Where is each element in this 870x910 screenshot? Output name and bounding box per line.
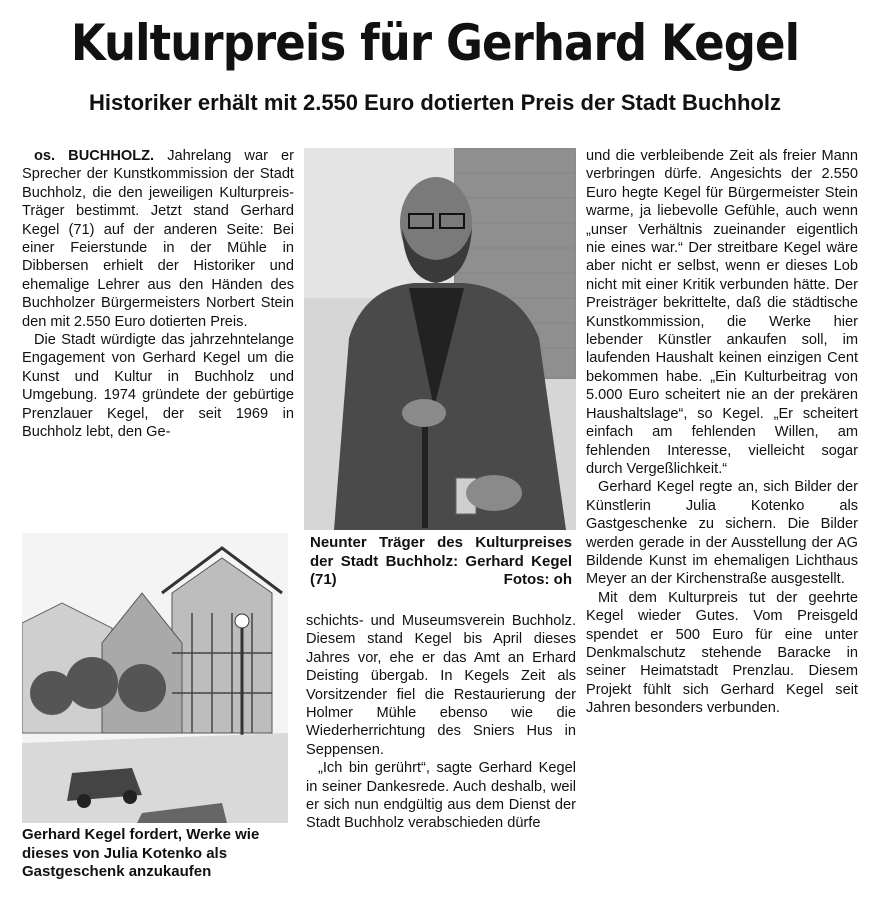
paragraph: Gerhard Kegel regte an, sich Bilder der Künstlerin Julia Kotenko als Gastgeschenke zu sichern. Die Bilder werden gerade in der Ausstellung der AG Bildende Kunst im ehemaligen Lichthaus Meyer an der Kirchenstraße ausgestellt. bbox=[586, 479, 858, 588]
timber-frame-house bbox=[172, 558, 272, 733]
article-column-1 bbox=[22, 147, 294, 442]
paragraph-text: Jahrelang war er Sprecher der Kunstkommission der Stadt Buchholz, die den jeweiligen Kulturpreis-Träger bestimmt. Jetzt stand Gerhard Kegel (71) auf der anderen Seite: Bei einer Feierstunde in der Mühle in Dibbersen erhielt der Historiker und ehemalige Lehrer aus den Händen des Buchholzer Bürgermeisters Norbert Stein den mit 2.550 Euro dotierten Preis. bbox=[22, 148, 294, 330]
headline: Kulturpreis für Gerhard Kegel bbox=[70, 14, 800, 72]
paragraph: und die verbleibende Zeit als freier Mann verbringen dürfe. Angesichts der 2.550 Euro hegte Kegel für Bürgermeister Stein warme, ja liebevolle Gefühle, auch wenn „unser Verhältnis zueinander eigentlich nie eines war.“ Der streitbare Kegel wäre aber nicht er selbst, wenn er dieses Lob nicht mit einer Kritik verbunden hätte. Der Preisträger bekrittelte, daß die städtische Kunstkommission, die Werke hier lebender Künstler ankaufen soll, im laufenden Haushalt keinen einzigen Cent bekommen habe. „Ein Kulturbeitrag von 5.000 Euro scheitert nie an der prekären Haushaltslage“, so Kegel. „Er scheitert einfach am fehlenden Willen, am fehlenden Interesse, vielleicht sogar durch Vergeßlichkeit.“ bbox=[586, 148, 858, 477]
subheadline: Historiker erhält mit 2.550 Euro dotierten Preis der Stadt Buchholz bbox=[89, 90, 781, 115]
portrait-photo bbox=[304, 148, 576, 530]
dateline: os. BUCHHOLZ. bbox=[34, 148, 155, 164]
paragraph bbox=[22, 147, 294, 331]
painting-illustration bbox=[22, 533, 288, 823]
article-column-2 bbox=[306, 612, 576, 833]
painting-caption: Gerhard Kegel fordert, Werke wie dieses von Julia Kotenko als Gastgeschenk anzukaufen bbox=[22, 826, 260, 880]
portrait-caption bbox=[310, 534, 572, 590]
paragraph: Mit dem Kulturpreis tut der geehrte Kegel wieder Gutes. Vom Preisgeld spendet er 500 Euro für eine unter Denkmalschutz stehende Baracke in seiner Heimatstadt Prenzlau. Diesem Projekt fühlt sich Gerhard Kegel seit Jahren besonders verbunden. bbox=[586, 589, 858, 717]
article-column-3 bbox=[586, 147, 858, 718]
paragraph: schichts- und Museumsverein Buchholz. Diesem stand Kegel bis April dieses Jahres vor, ehe er das Amt an Erhard Deisting übergab. In Kegels Zeit als Vorsitzender fiel die Restaurierung der Holmer Mühle ebenso wie die Wiederherrichtung des Sniers Hus in Seppensen. bbox=[306, 613, 576, 758]
photo-credit: Fotos: oh bbox=[503, 571, 572, 588]
paragraph: Die Stadt würdigte das jahrzehntelange Engagement von Gerhard Kegel um die Kunst und Kultur in Buchholz und Umgebung. 1974 gründete der gebürtige Prenzlauer Kegel, der seit 1969 in Buchholz lebt, den Ge- bbox=[22, 332, 294, 441]
painting-photo bbox=[22, 533, 288, 823]
paragraph: „Ich bin gerührt“, sagte Gerhard Kegel in seiner Dankesrede. Auch deshalb, weil er sich nun endgültig aus dem Dienst der Stadt Buchholz verabschieden dürfe bbox=[306, 760, 576, 832]
portrait-illustration bbox=[304, 148, 576, 530]
portrait-caption-text: Neunter Träger des Kulturpreises der Stadt Buchholz: Gerhard Kegel (71) bbox=[310, 534, 572, 588]
